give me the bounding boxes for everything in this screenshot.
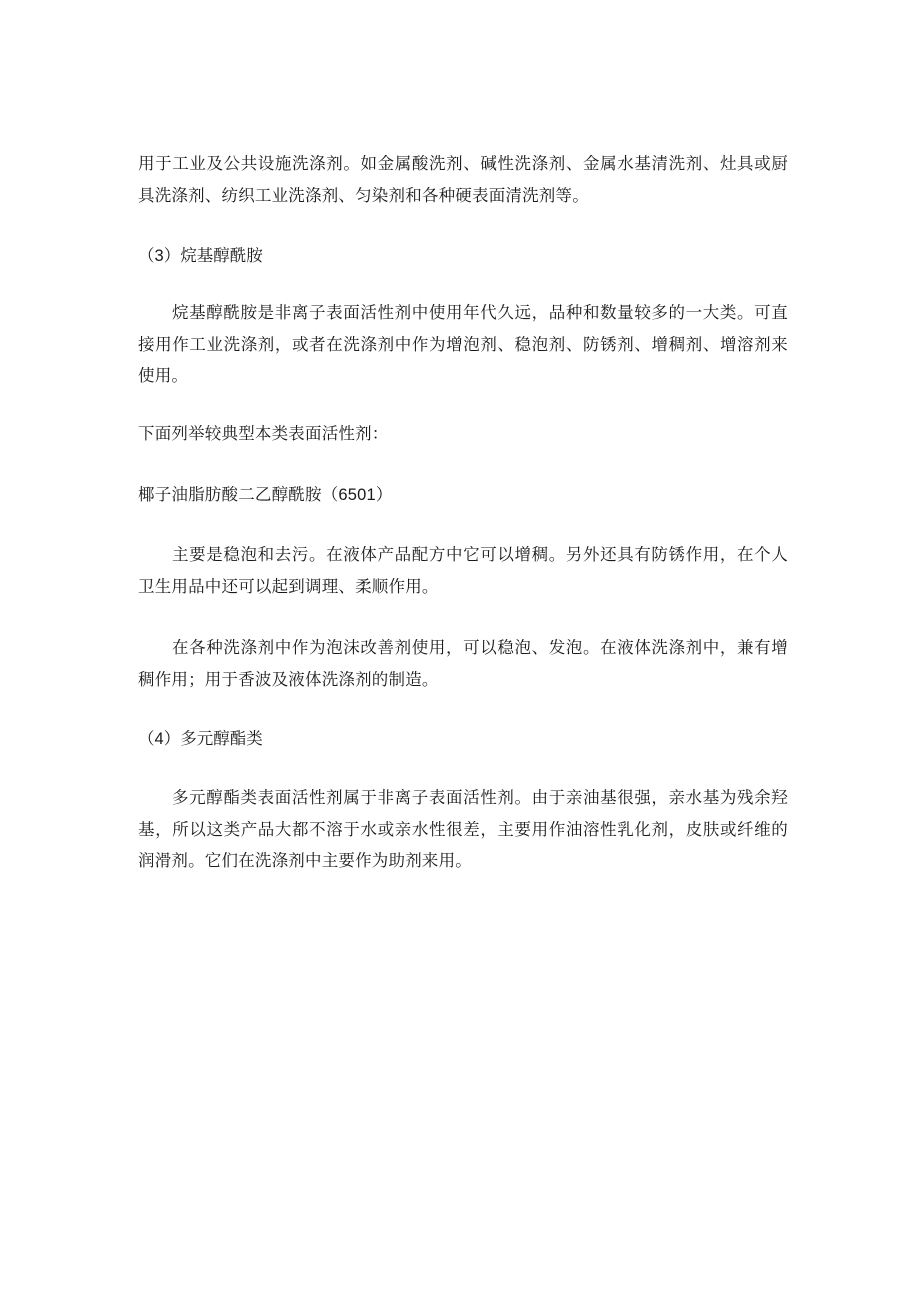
- paragraph-line: [138, 479, 788, 512]
- paragraph-line: 接用作工业洗涤剂，或者在洗涤剂中作为增泡剂、稳泡剂、防锈剂、增稠剂、增溶剂来: [138, 334, 788, 354]
- paragraph-line: 稠作用；用于香波及液体洗涤剂的制造。: [138, 669, 439, 689]
- heading-bracket-close: ）: [163, 246, 181, 265]
- product-name: 椰子油脂肪酸二乙醇酰胺（: [138, 485, 339, 504]
- paragraph-line: 基，所以这类产品大都不溶于水或亲水性很差，主要用作油溶性乳化剂，皮肤或纤维的: [138, 819, 788, 839]
- heading-number: 4: [154, 730, 164, 748]
- paragraph-line: 具洗涤剂、纺织工业洗涤剂、匀染剂和各种硬表面清洗剂等。: [138, 185, 589, 205]
- heading-title: 多元醇酯类: [180, 729, 263, 748]
- product-code: 6501: [338, 486, 376, 504]
- paragraph-line: 主要是稳泡和去污。在液体产品配方中它可以增稠。另外还具有防锈作用，在个人: [172, 545, 788, 564]
- heading-bracket-open: （: [138, 246, 155, 265]
- paragraph-line: 润滑剂。它们在洗涤剂中主要作为助剂来用。: [138, 851, 472, 870]
- paragraph-line: 在各种洗涤剂中作为泡沫改善剂使用，可以稳泡、发泡。在液体洗涤剂中，兼有增: [172, 638, 788, 657]
- heading-number: 3: [154, 247, 164, 265]
- paragraph-polyol-esters: [138, 782, 788, 877]
- heading-bracket-open: （: [138, 729, 155, 748]
- paragraph-line: 多元醇酯类表面活性剂属于非离子表面活性剂。由于亲油基很强，亲水基为残余羟: [172, 788, 788, 807]
- heading-title: 烷基醇酰胺: [180, 246, 263, 265]
- paragraph-line: 使用。: [138, 366, 189, 385]
- paragraph-6501-usage: [138, 632, 788, 695]
- paragraph-alkanolamide-intro: [138, 297, 788, 392]
- heading-bracket-close: ）: [163, 729, 181, 748]
- paragraph-line: 烷基醇酰胺是非离子表面活性剂中使用年代久远，品种和数量较多的一大类。可直: [172, 303, 788, 322]
- paragraph-industrial-uses: [138, 148, 788, 211]
- product-name-6501: [138, 479, 788, 512]
- section-heading-4: [138, 727, 263, 751]
- paragraph-line: 用于工业及公共设施洗涤剂。如金属酸洗剂、碱性洗涤剂、金属水基清洗剂、灶具或厨: [138, 154, 788, 173]
- section-heading-3: [138, 244, 263, 268]
- product-close-bracket: ）: [375, 485, 393, 504]
- paragraph-examples-lead: [138, 418, 788, 450]
- paragraph-6501-function: [138, 539, 788, 602]
- paragraph-line: 下面列举较典型本类表面活性剂：: [138, 424, 389, 443]
- paragraph-line: 卫生用品中还可以起到调理、柔顺作用。: [138, 576, 439, 596]
